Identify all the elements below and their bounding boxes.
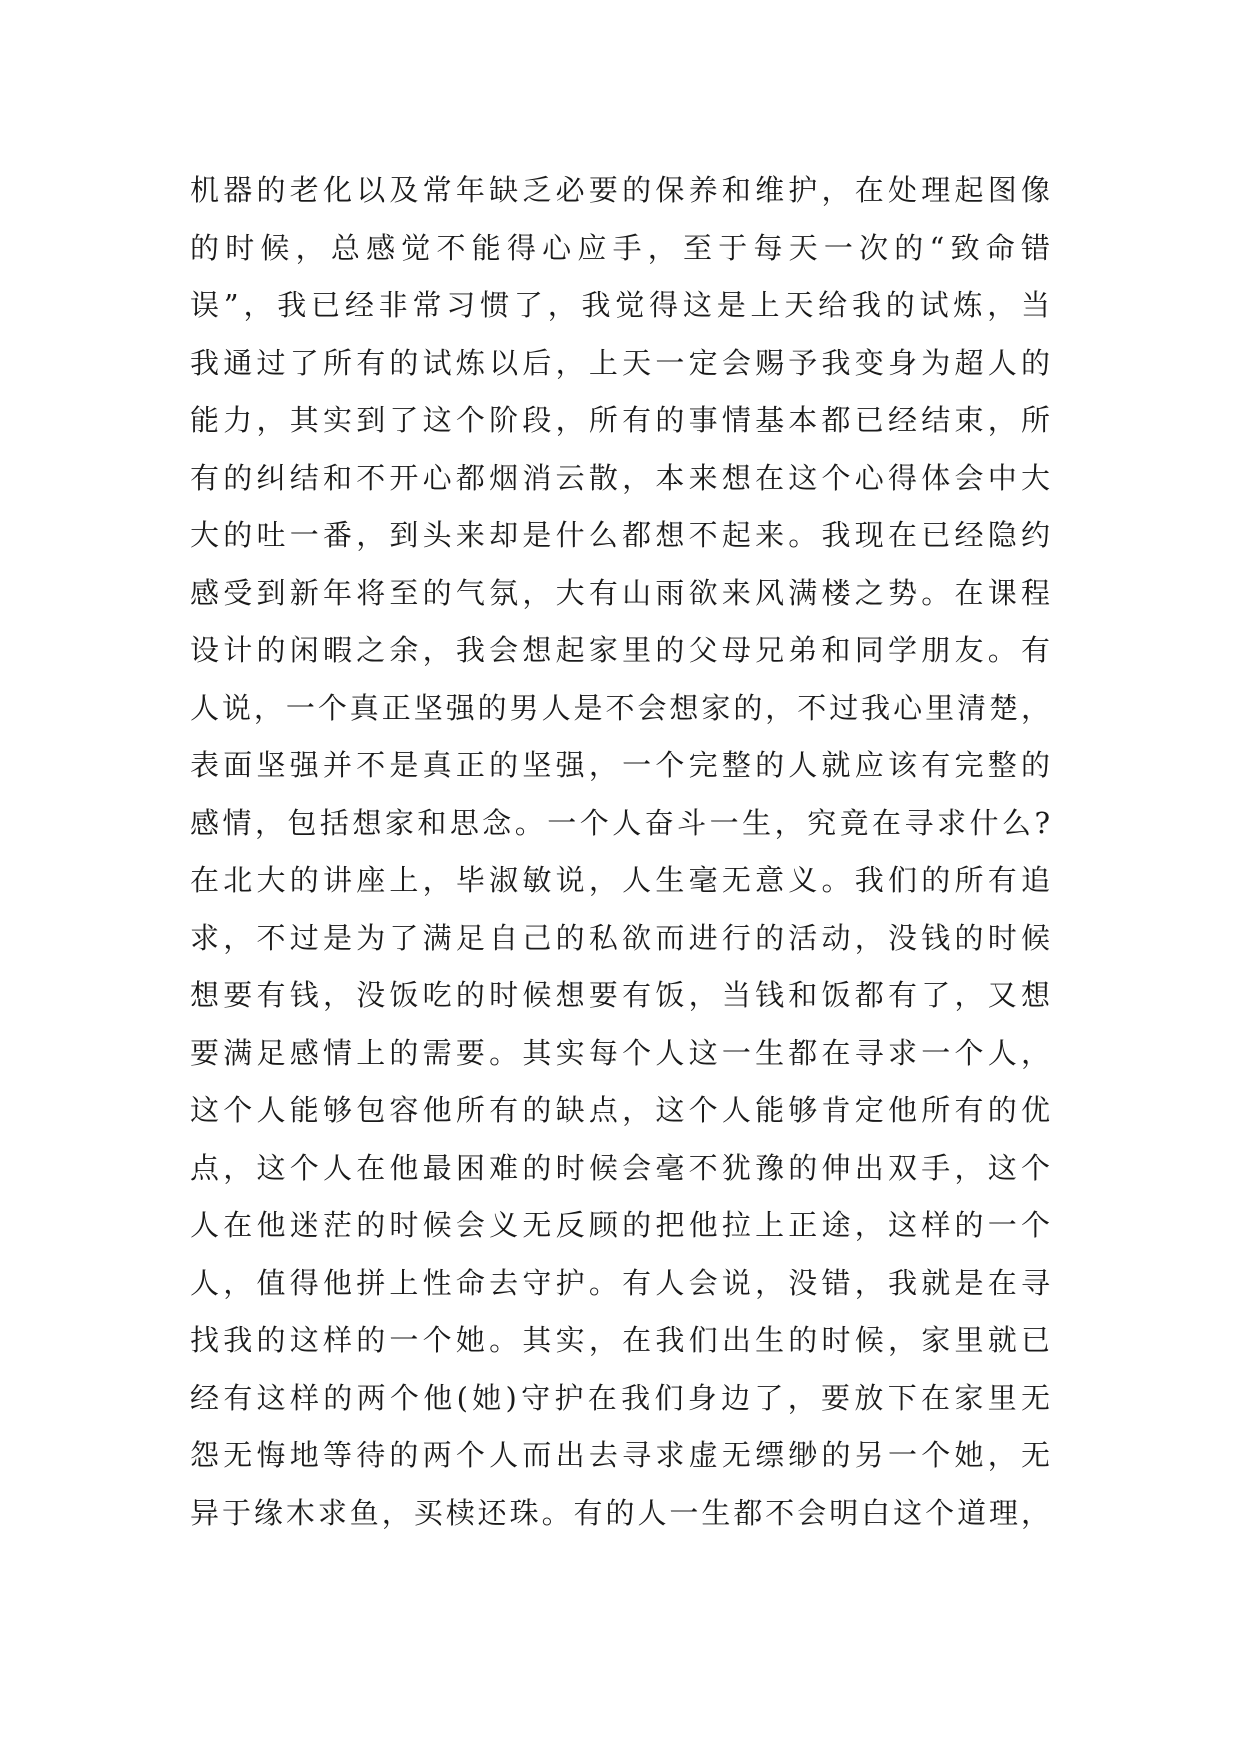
body-text: [190, 162, 1070, 1542]
text-line: 异于缘木求鱼，买椟还珠。有的人一生都不会明白这个道理，: [190, 1495, 1050, 1530]
text-line: 这个人能够包容他所有的缺点，这个人能够肯定他所有的优: [190, 1093, 1050, 1127]
text-line: 我通过了所有的试炼以后，上天一定会赐予我变身为超人的: [190, 345, 1050, 380]
text-line: 的时候，总感觉不能得心应手，至于每天一次的“致命错: [190, 230, 1050, 265]
text-line: 求，不过是为了满足自己的私欲而进行的活动，没钱的时候: [190, 920, 1050, 955]
text-line: 感受到新年将至的气氛，大有山雨欲来风满楼之势。在课程: [190, 575, 1050, 610]
text-line: 表面坚强并不是真正的坚强，一个完整的人就应该有完整的: [190, 748, 1050, 782]
text-line: 机器的老化以及常年缺乏必要的保养和维护，在处理起图像: [190, 173, 1050, 207]
text-line: 怨无悔地等待的两个人而出去寻求虚无缥缈的另一个她，无: [190, 1438, 1050, 1472]
text-line: 设计的闲暇之余，我会想起家里的父母兄弟和同学朋友。有: [190, 633, 1050, 667]
text-line: 能力，其实到了这个阶段，所有的事情基本都已经结束，所: [190, 403, 1050, 437]
text-line: 点，这个人在他最困难的时候会毫不犹豫的伸出双手，这个: [190, 1150, 1050, 1185]
text-line: 有的纠结和不开心都烟消云散，本来想在这个心得体会中大: [190, 460, 1050, 495]
text-line: 经有这样的两个他(她)守护在我们身边了，要放下在家里无: [190, 1380, 1050, 1415]
text-line: 人说，一个真正坚强的男人是不会想家的，不过我心里清楚，: [190, 690, 1050, 725]
text-line: 人在他迷茫的时候会义无反顾的把他拉上正途，这样的一个: [190, 1208, 1050, 1242]
text-line: 感情，包括想家和思念。一个人奋斗一生，究竟在寻求什么?: [190, 805, 1050, 840]
text-line: 想要有钱，没饭吃的时候想要有饭，当钱和饭都有了，又想: [190, 978, 1050, 1012]
text-line: 人，值得他拼上性命去守护。有人会说，没错，我就是在寻: [190, 1265, 1050, 1300]
text-line: 找我的这样的一个她。其实，在我们出生的时候，家里就已: [190, 1323, 1050, 1357]
text-line: 大的吐一番，到头来却是什么都想不起来。我现在已经隐约: [190, 518, 1050, 552]
text-line: 误”，我已经非常习惯了，我觉得这是上天给我的试炼，当: [190, 288, 1050, 322]
text-line: 要满足感情上的需要。其实每个人这一生都在寻求一个人，: [190, 1035, 1050, 1070]
text-line: 在北大的讲座上，毕淑敏说，人生毫无意义。我们的所有追: [190, 863, 1050, 897]
